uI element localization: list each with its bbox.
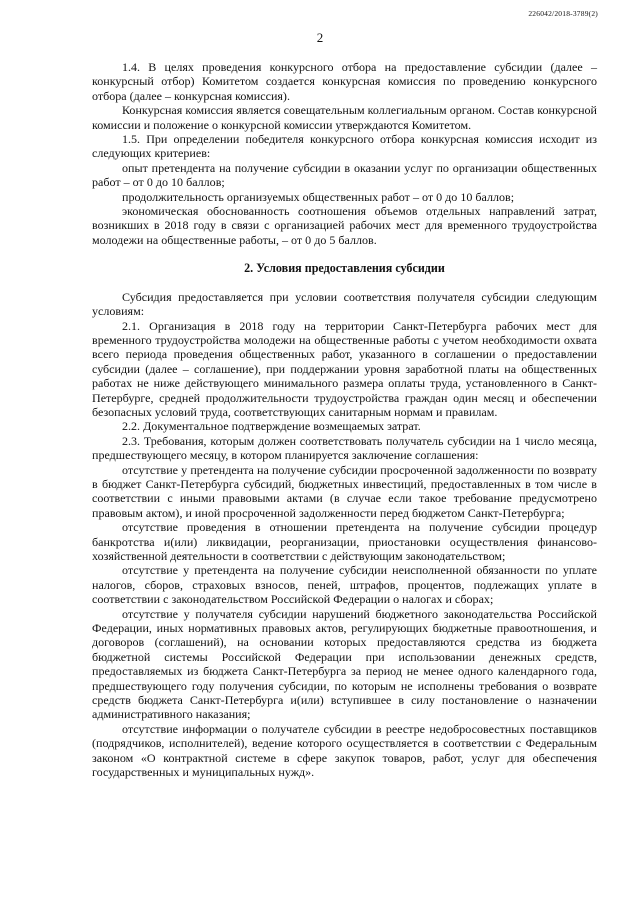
- document-id: 226042/2018-3789(2): [528, 9, 598, 18]
- paragraph: отсутствие информации о получателе субсидии в реестре недобросовестных поставщиков (подрядчиков, исполнителей), ведение которого осуществляется в соответствии с Федеральным законом «О контрактной системе в сфере закупок товаров, работ, услуг для обеспечения государственных и муниципальных нужд».: [92, 721, 597, 780]
- paragraph: Конкурсная комиссия является совещательным коллегиальным органом. Состав конкурсной комиссии и положение о конкурсной комиссии утверждаются Комитетом.: [92, 103, 597, 132]
- paragraph: 1.5. При определении победителя конкурсного отбора конкурсная комиссия исходит из следующих критериев:: [92, 132, 597, 161]
- paragraph: 1.4. В целях проведения конкурсного отбора на предоставление субсидии (далее – конкурсный отбор) Комитетом создается конкурсная комиссия по проведению конкурсного отбора (далее – конкурсная комиссия).: [92, 60, 597, 103]
- paragraph: экономическая обоснованность соотношения объемов отдельных направлений затрат, возникших в 2018 году в связи с организацией рабочих мест для временного трудоустройства молодежи на общественные работы, – от 0 до 5 баллов.: [92, 204, 597, 247]
- paragraph: опыт претендента на получение субсидии в оказании услуг по организации общественных работ – от 0 до 10 баллов;: [92, 160, 597, 190]
- paragraph: отсутствие у претендента на получение субсидии просроченной задолженности по возврату в бюджет Санкт-Петербурга субсидий, бюджетных инвестиций, предоставленных в том числе в соответствии с иными правовыми актами (в случае если такое требование предусмотрено правовым актом), и иной просроченной задолженности перед бюджетом Санкт-Петербурга;: [92, 462, 597, 520]
- paragraph: 2.1. Организация в 2018 году на территории Санкт-Петербурга рабочих мест для временного трудоустройства молодежи на общественные работы с учетом необходимости охвата всего периода проведения общественных работ, указанного в соглашении о предоставлении субсидии (далее – соглашение), при поддержании уровня заработной платы на общественных работах не ниже действующего минимального размера оплаты труда, установленного в Санкт-Петербурге, средней продолжительности трудоустройства граждан один месяц и обеспечении безопасных условий труда, соответствующих санитарным нормам и правилам.: [92, 318, 597, 419]
- document-body: [92, 60, 597, 780]
- paragraph: продолжительность организуемых общественных работ – от 0 до 10 баллов;: [122, 189, 515, 204]
- paragraph: 2.2. Документальное подтверждение возмещаемых затрат.: [122, 419, 421, 434]
- section-heading: 2. Условия предоставления субсидии: [244, 261, 445, 276]
- paragraph: Субсидия предоставляется при условии соответствия получателя субсидии следующим условиям:: [92, 289, 597, 319]
- paragraph: 2.3. Требования, которым должен соответствовать получатель субсидии на 1 число месяца, предшествующего месяцу, в котором планируется заключение соглашения:: [92, 433, 597, 463]
- paragraph: отсутствие у получателя субсидии нарушений бюджетного законодательства Российской Федерации, иных нормативных правовых актов, регулирующих бюджетные правоотношения, и договоров (соглашений), на основании которых предоставляются средства из бюджета бюджетной системы Российской Федерации при использовании денежных средств, предоставляемых из бюджета Санкт-Петербурга за период не менее одного календарного года, предшествующего году получения субсидии, по которым не исполнены требования о возврате средств бюджета Санкт-Петербурга и(или) вступившее в силу постановление о назначении административного наказания;: [92, 606, 597, 722]
- paragraph: отсутствие проведения в отношении претендента на получение субсидии процедур банкротства и(или) ликвидации, реорганизации, приостановки осуществления финансово-хозяйственной деятельности в соответствии с действующим законодательством;: [92, 520, 597, 563]
- page-number: 2: [316, 30, 324, 45]
- paragraph: отсутствие у претендента на получение субсидии неисполненной обязанности по уплате налогов, сборов, страховых взносов, пеней, штрафов, процентов, подлежащих уплате в соответствии с законодательством Российской Федерации о налогах и сборах;: [92, 563, 597, 607]
